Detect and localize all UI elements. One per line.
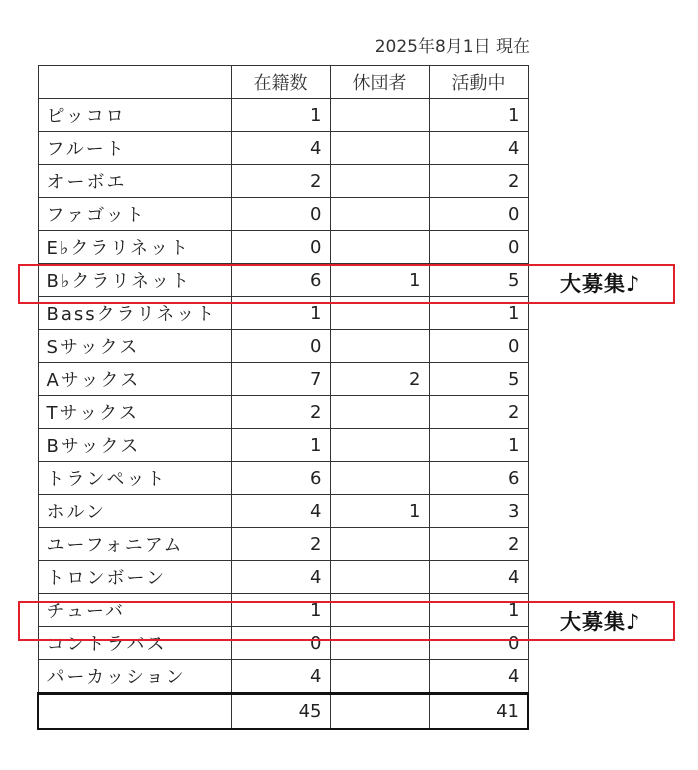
enrolled-count: 0	[231, 231, 330, 264]
instrument-name: Tサックス	[38, 396, 231, 429]
active-count: 2	[429, 165, 528, 198]
on-leave-count: 1	[330, 495, 429, 528]
active-count: 5	[429, 363, 528, 396]
active-count: 4	[429, 561, 528, 594]
active-count: 5	[429, 264, 528, 297]
enrolled-count: 1	[231, 99, 330, 132]
table-row	[38, 132, 528, 165]
enrolled-count: 7	[231, 363, 330, 396]
active-count: 1	[429, 297, 528, 330]
instrument-name: ユーフォニアム	[38, 528, 231, 561]
on-leave-count	[330, 396, 429, 429]
instrument-name: ファゴット	[38, 198, 231, 231]
instrument-name: Sサックス	[38, 330, 231, 363]
on-leave-count	[330, 594, 429, 627]
table-row	[38, 660, 528, 694]
on-leave-count	[330, 462, 429, 495]
instrument-name: パーカッション	[38, 660, 231, 694]
active-count: 3	[429, 495, 528, 528]
totals-label	[38, 694, 231, 730]
table-row	[38, 330, 528, 363]
active-count: 4	[429, 132, 528, 165]
table-row	[38, 462, 528, 495]
active-count: 4	[429, 660, 528, 694]
header-active: 活動中	[429, 66, 528, 99]
instrument-name: オーボエ	[38, 165, 231, 198]
enrolled-count: 2	[231, 396, 330, 429]
on-leave-count	[330, 132, 429, 165]
table-row	[38, 198, 528, 231]
on-leave-count	[330, 231, 429, 264]
instrument-name: ホルン	[38, 495, 231, 528]
instrument-name: チューバ	[38, 594, 231, 627]
table-row	[38, 627, 528, 660]
table-row	[38, 297, 528, 330]
instrument-name: ピッコロ	[38, 99, 231, 132]
instrument-name: コントラバス	[38, 627, 231, 660]
header-row	[38, 66, 528, 99]
enrolled-count: 4	[231, 132, 330, 165]
total-active: 41	[429, 694, 528, 730]
total-on-leave	[330, 694, 429, 730]
enrolled-count: 4	[231, 561, 330, 594]
table-row	[38, 495, 528, 528]
table-row	[38, 561, 528, 594]
recruit-label-clarinet: 大募集♪	[560, 272, 641, 296]
table-row	[38, 165, 528, 198]
total-enrolled: 45	[231, 694, 330, 730]
on-leave-count	[330, 198, 429, 231]
active-count: 0	[429, 627, 528, 660]
on-leave-count	[330, 165, 429, 198]
enrolled-count: 1	[231, 594, 330, 627]
enrolled-count: 6	[231, 264, 330, 297]
active-count: 1	[429, 429, 528, 462]
instrument-name: Bassクラリネット	[38, 297, 231, 330]
instrument-name: Aサックス	[38, 363, 231, 396]
active-count: 2	[429, 528, 528, 561]
active-count: 1	[429, 594, 528, 627]
instrument-name: B♭クラリネット	[38, 264, 231, 297]
instrument-name: トランペット	[38, 462, 231, 495]
enrolled-count: 4	[231, 660, 330, 694]
as-of-date: 2025年8月1日 現在	[374, 37, 530, 57]
instrument-name: トロンボーン	[38, 561, 231, 594]
table-row	[38, 396, 528, 429]
table-row	[38, 264, 528, 297]
enrolled-count: 0	[231, 627, 330, 660]
on-leave-count	[330, 627, 429, 660]
instrument-name: フルート	[38, 132, 231, 165]
member-count-table	[37, 65, 529, 730]
recruit-label-tuba: 大募集♪	[560, 610, 641, 634]
on-leave-count	[330, 99, 429, 132]
active-count: 1	[429, 99, 528, 132]
on-leave-count	[330, 561, 429, 594]
instrument-name: Bサックス	[38, 429, 231, 462]
enrolled-count: 6	[231, 462, 330, 495]
on-leave-count	[330, 297, 429, 330]
on-leave-count: 1	[330, 264, 429, 297]
table-row	[38, 594, 528, 627]
enrolled-count: 4	[231, 495, 330, 528]
active-count: 0	[429, 198, 528, 231]
instrument-name: E♭クラリネット	[38, 231, 231, 264]
active-count: 0	[429, 231, 528, 264]
header-on-leave: 休団者	[330, 66, 429, 99]
on-leave-count	[330, 660, 429, 694]
on-leave-count: 2	[330, 363, 429, 396]
header-enrolled: 在籍数	[231, 66, 330, 99]
enrolled-count: 2	[231, 528, 330, 561]
table-row	[38, 99, 528, 132]
enrolled-count: 0	[231, 330, 330, 363]
on-leave-count	[330, 429, 429, 462]
header-blank	[38, 66, 231, 99]
active-count: 2	[429, 396, 528, 429]
active-count: 6	[429, 462, 528, 495]
table-row	[38, 363, 528, 396]
table-row	[38, 429, 528, 462]
enrolled-count: 0	[231, 198, 330, 231]
table-row	[38, 231, 528, 264]
active-count: 0	[429, 330, 528, 363]
enrolled-count: 2	[231, 165, 330, 198]
on-leave-count	[330, 330, 429, 363]
table-body	[38, 99, 528, 730]
on-leave-count	[330, 528, 429, 561]
enrolled-count: 1	[231, 429, 330, 462]
enrolled-count: 1	[231, 297, 330, 330]
table-row	[38, 528, 528, 561]
totals-row	[38, 694, 528, 730]
